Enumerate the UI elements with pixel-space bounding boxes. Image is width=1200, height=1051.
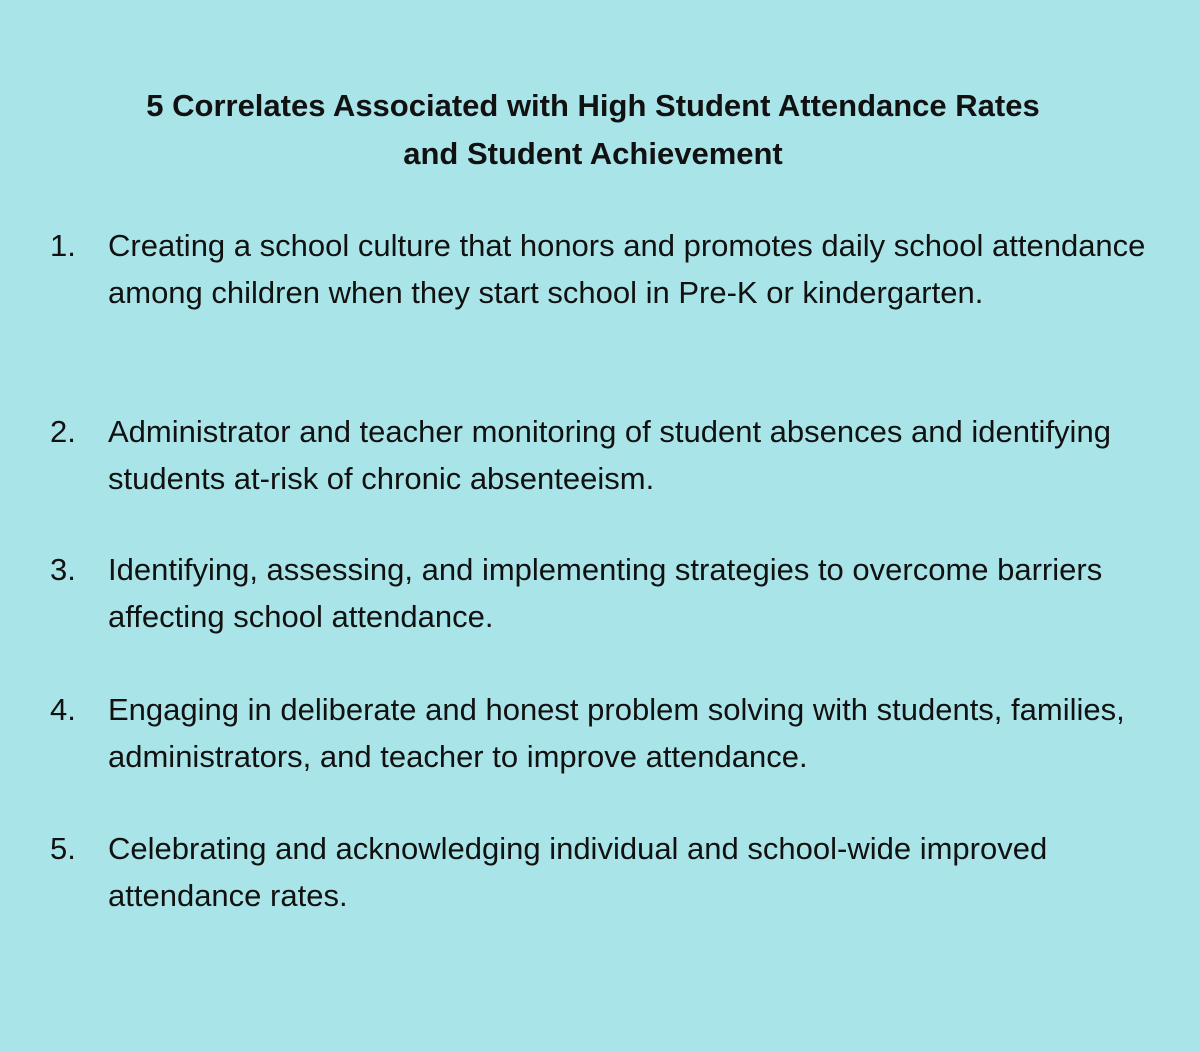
- item-number: 3.: [50, 552, 76, 587]
- item-number: 2.: [50, 414, 76, 449]
- item-text: Identifying, assessing, and implementing strategies to overcome barriers affecting school attendance.: [108, 552, 1103, 634]
- item-text: Administrator and teacher monitoring of student absences and identifying students at-risk of chronic absenteeism.: [108, 414, 1111, 496]
- document-title: [0, 82, 1186, 178]
- title-line-1: 5 Correlates Associated with High Student Attendance Rates: [146, 88, 1040, 123]
- item-text: Creating a school culture that honors and promotes daily school attendance among children when they start school in Pre-K or kindergarten.: [108, 228, 1146, 310]
- list-item: [50, 408, 1160, 502]
- list-item: [50, 546, 1160, 640]
- item-text: Engaging in deliberate and honest problem solving with students, families, administrators, and teacher to improve attendance.: [108, 692, 1125, 774]
- item-number: 4.: [50, 692, 76, 727]
- item-number: 1.: [50, 228, 76, 263]
- title-line-2: and Student Achievement: [403, 136, 783, 171]
- list-item: [50, 686, 1160, 780]
- item-text: Celebrating and acknowledging individual and school-wide improved attendance rates.: [108, 831, 1048, 913]
- list-item: [50, 222, 1160, 316]
- list-item: [50, 825, 1160, 919]
- item-number: 5.: [50, 831, 76, 866]
